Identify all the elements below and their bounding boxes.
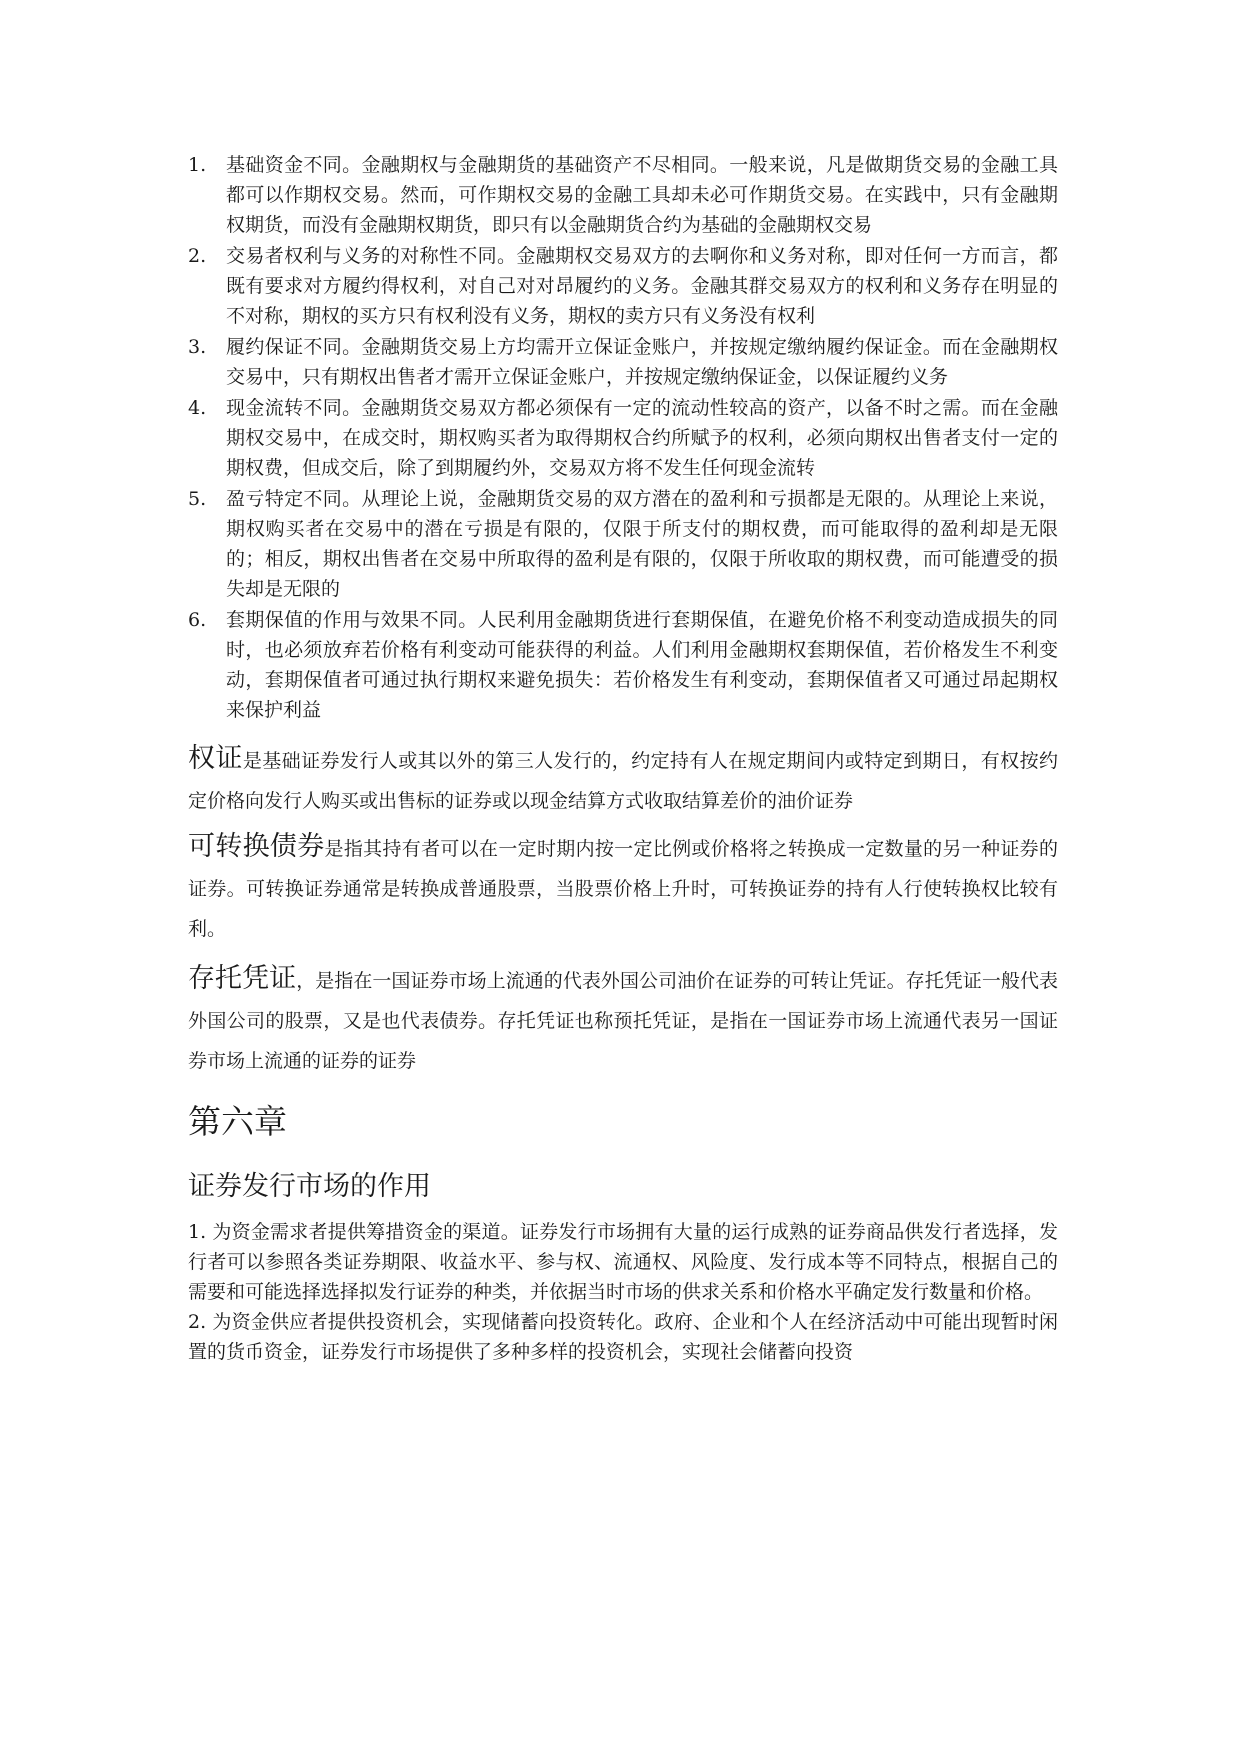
list-number: 6. [188, 609, 207, 631]
list-item-text: 套期保值的作用与效果不同。人民利用金融期货进行套期保值，在避免价格不利变动造成损失的同时，也必须放弃若价格有利变动可能获得的利益。人们利用金融期权套期保值，若价格发生不利变动，套期保值者可通过执行期权来避免损失：若价格发生有利变动，套期保值者又可通过昂起期权来保护利益 [226, 609, 1058, 721]
list-number: 2. [188, 245, 207, 267]
list-number: 5. [188, 488, 207, 510]
list-number: 1. [188, 154, 207, 176]
definition-convertible [188, 827, 1058, 949]
list-number: 4. [188, 397, 207, 419]
definition-depositary [188, 959, 1058, 1081]
list-number: 3. [188, 336, 207, 358]
list-item [188, 332, 1058, 392]
definition-text: 是指其持有者可以在一定时期内按一定比例或价格将之转换成一定数量的另一种证券的证券。可转换证券通常是转换成普通股票，当股票价格上升时，可转换证券的持有人行使转换权比较有利。 [188, 838, 1058, 940]
section-heading: 证券发行市场的作用 [188, 1171, 431, 1202]
definition-warrant [188, 739, 1058, 821]
list-item [188, 241, 1058, 331]
list-item [188, 484, 1058, 604]
list-item [188, 393, 1058, 483]
definition-text: 是基础证券发行人或其以外的第三人发行的，约定持有人在规定期间内或特定到期日，有权按约定价格向发行人购买或出售标的证券或以现金结算方式收取结算差价的油价证券 [188, 750, 1058, 812]
paragraph: 2. 为资金供应者提供投资机会，实现储蓄向投资转化。政府、企业和个人在经济活动中可能出现暂时闲置的货币资金，证券发行市场提供了多种多样的投资机会，实现社会储蓄向投资 [188, 1311, 1058, 1363]
definition-text: ，是指在一国证券市场上流通的代表外国公司油价在证券的可转让凭证。存托凭证一般代表外国公司的股票，又是也代表债券。存托凭证也称预托凭证，是指在一国证券市场上流通代表另一国证券市场上流通的证券的证券 [188, 970, 1058, 1072]
list-item-text: 交易者权利与义务的对称性不同。金融期权交易双方的去啊你和义务对称，即对任何一方而言，都既有要求对方履约得权利，对自己对对昂履约的义务。金融其群交易双方的权利和义务存在明显的不对称，期权的买方只有权利没有义务，期权的卖方只有义务没有权利 [226, 245, 1058, 327]
paragraph: 1. 为资金需求者提供筹措资金的渠道。证券发行市场拥有大量的运行成熟的证券商品供发行者选择，发行者可以参照各类证券期限、收益水平、参与权、流通权、风险度、发行成本等不同特点，根据自己的需要和可能选择选择拟发行证券的种类，并依据当时市场的供求关系和价格水平确定发行数量和价格。 [188, 1221, 1058, 1303]
definition-term: 可转换债券 [188, 831, 325, 862]
differences-list [188, 150, 1058, 725]
chapter-heading: 第六章 [188, 1102, 287, 1141]
document-page [188, 150, 1058, 1367]
list-item-text: 基础资金不同。金融期权与金融期货的基础资产不尽相同。一般来说，凡是做期货交易的金融工具都可以作期权交易。然而，可作期权交易的金融工具却未必可作期货交易。在实践中，只有金融期权期货，而没有金融期权期货，即只有以金融期货合约为基础的金融期权交易 [226, 154, 1058, 236]
list-item [188, 605, 1058, 725]
list-item-text: 盈亏特定不同。从理论上说，金融期货交易的双方潜在的盈利和亏损都是无限的。从理论上来说，期权购买者在交易中的潜在亏损是有限的，仅限于所支付的期权费，而可能取得的盈利却是无限的；相反，期权出售者在交易中所取得的盈利是有限的，仅限于所收取的期权费，而可能遭受的损失却是无限的 [226, 488, 1058, 600]
list-item [188, 150, 1058, 240]
list-item-text: 现金流转不同。金融期货交易双方都必须保有一定的流动性较高的资产，以备不时之需。而在金融期权交易中，在成交时，期权购买者为取得期权合约所赋予的权利，必须向期权出售者支付一定的期权费，但成交后，除了到期履约外，交易双方将不发生任何现金流转 [226, 397, 1058, 479]
definition-term: 权证 [188, 743, 243, 774]
list-item-text: 履约保证不同。金融期货交易上方均需开立保证金账户，并按规定缴纳履约保证金。而在金融期权交易中，只有期权出售者才需开立保证金账户，并按规定缴纳保证金，以保证履约义务 [226, 336, 1058, 388]
definition-term: 存托凭证 [188, 963, 297, 994]
